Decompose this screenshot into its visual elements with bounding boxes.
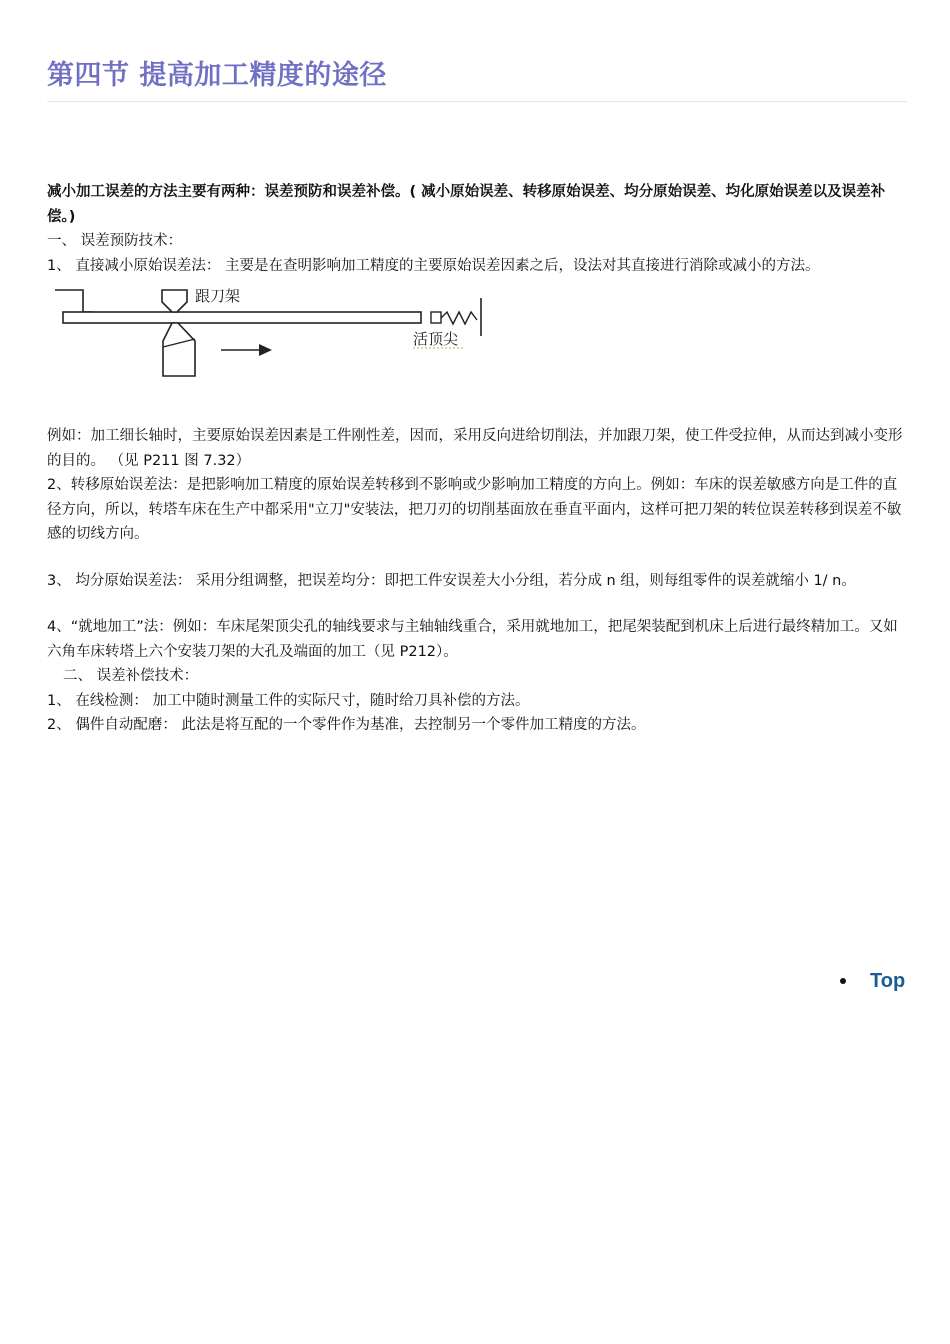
title-divider — [47, 101, 907, 102]
method-transfer-error: 2、转移原始误差法：是把影响加工精度的原始误差转移到不影响或少影响加工精度的方向上。例如：车床的误差敏感方向是工件的直径方向，所以，转塔车床在生产中都采用"立刀"安装法，把刀刃的切削基面放在垂直平面内，这样可把刀架的转位误差转移到误差不敏感的切线方向。 — [47, 477, 902, 542]
live-center-label: 活顶尖 — [413, 330, 459, 348]
intro-paragraph: 减小加工误差的方法主要有两种：误差预防和误差补偿。( 减小原始误差、转移原始误差、均分原始误差、均化原始误差以及误差补偿。) — [47, 184, 886, 225]
back-to-top-link[interactable]: Top — [870, 969, 906, 992]
chuck-outline — [55, 290, 93, 312]
follow-rest-shape — [162, 290, 187, 312]
method-online-inspection: 1、 在线检测： 加工中随时测量工件的实际尺寸，随时给刀具补偿的方法。 — [47, 692, 530, 709]
follow-rest-label: 跟刀架 — [195, 287, 241, 305]
bullet-icon — [840, 978, 846, 984]
example-slender-shaft: 例如：加工细长轴时，主要原始误差因素是工件刚性差，因而，采用反向进给切削法，并加跟刀架，使工件受拉伸，从而达到减小变形的目的。 （见 P211 图 7.32） — [47, 428, 903, 469]
section-heading-error-prevention: 一、 误差预防技术： — [47, 233, 183, 249]
article-body — [47, 180, 907, 738]
method-direct-reduction: 1、 直接减小原始误差法： 主要是在查明影响加工精度的主要原始误差因素之后，设法对其直接进行消除或减小的方法。 — [47, 257, 820, 274]
cutting-tool-shape — [163, 323, 195, 376]
workpiece-shaft — [63, 312, 421, 323]
follow-rest-diagram — [47, 284, 497, 384]
method-in-place-machining: 4、“就地加工”法：例如：车床尾架顶尖孔的轴线要求与主轴轴线重合，采用就地加工，把尾架装配到机床上后进行最终精加工。又如六角车床转塔上六个安装刀架的大孔及端面的加工（见 P212）。 — [47, 619, 898, 660]
live-center-spring — [441, 312, 477, 324]
method-average-error: 3、 均分原始误差法： 采用分组调整，把误差均分：即把工件安误差大小分组，若分成 n 组，则每组零件的误差就缩小 1/ n。 — [47, 572, 856, 589]
top-nav-item — [840, 966, 905, 996]
live-center-body — [431, 312, 441, 323]
page-title: 第四节 提高加工精度的途径 — [47, 60, 387, 91]
feed-arrow-head — [259, 344, 272, 356]
section-heading-error-compensation: 二、 误差补偿技术： — [63, 668, 199, 684]
method-auto-matching-grinding: 2、 偶件自动配磨： 此法是将互配的一个零件作为基准，去控制另一个零件加工精度的方法。 — [47, 717, 646, 733]
